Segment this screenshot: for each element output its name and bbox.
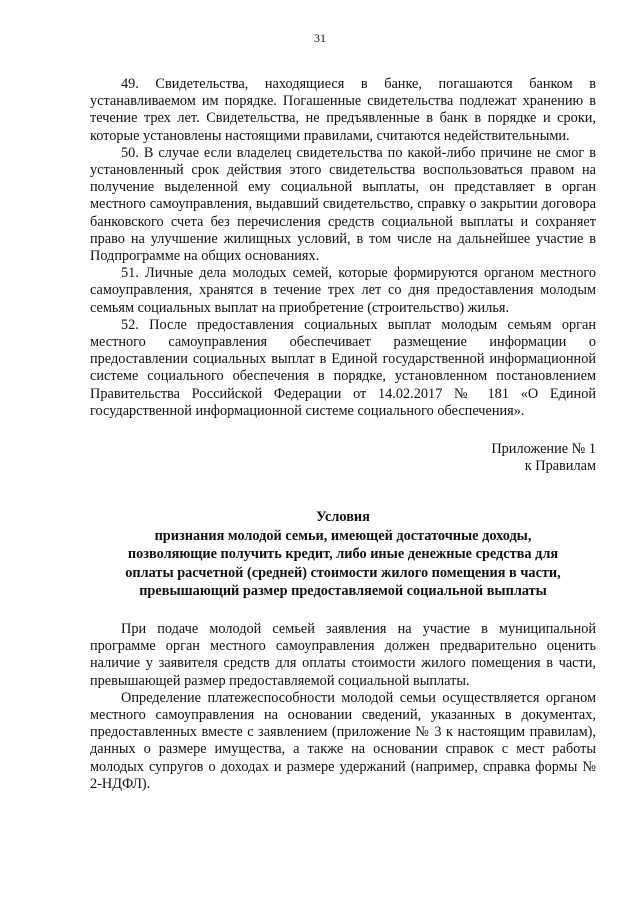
paragraph-51: 51. Личные дела молодых семей, которые формируются органом местного самоуправления, хранятся в течение трех лет со дня предоставления молодым семьям социальных выплат на приобретение (строительство) жилья. [90,265,596,316]
conditions-body [90,621,596,793]
body-paragraph-2: Определение платежеспособности молодой семьи осуществляется органом местного самоуправления на основании сведений, указанных в документах, предоставленных вместе с заявлением (приложение № 3 к настоящим правилам), данных о размере имущества, а также на основании справок с мест работы молодых супругов о доходах и размере удержаний (например, справка формы № 2-НДФЛ). [90,689,596,792]
appendix-reference [90,441,596,475]
appendix-line-1: Приложение № 1 [491,441,596,458]
conditions-title-line: признания молодой семьи, имеющей достаточные доходы, [154,527,532,544]
page-number: 31 [314,31,326,45]
conditions-heading: Условия [316,509,370,526]
paragraph-49: 49. Свидетельства, находящиеся в банке, погашаются банком в устанавливаемом им порядке. Погашенные свидетельства подлежат хранению в течение трех лет. Свидетельства, не предъявленные в банк в порядке и сроки, которые установлены настоящими правилами, считаются недействительными. [90,76,596,144]
body-paragraph-1: При подаче молодой семьей заявления на участие в муниципальной программе орган местного самоуправления должен предварительно оценить наличие у заявителя средств для оплаты стоимости жилого помещения в части, превышающей размер предоставляемой социальной выплаты. [90,621,596,689]
conditions-title-line: превышающий размер предоставляемой социальной выплаты [139,583,547,600]
paragraph-50: 50. В случае если владелец свидетельства по какой-либо причине не смог в установленный срок действия этого свидетельства воспользоваться правом на получение выделенной ему социальной выплаты, он представляет в орган местного самоуправления, выдавший свидетельство, справку о закрытии договора банковского счета без перечисления средств социальной выплаты и сохраняет право на улучшение жилищных условий, в том числе на дальнейшее участие в Подпрограмме на общих основаниях. [90,144,596,265]
conditions-title-line: оплаты расчетной (средней) стоимости жилого помещения в части, [125,564,561,581]
conditions-title-line: позволяющие получить кредит, либо иные денежные средства для [127,546,559,563]
appendix-line-2: к Правилам [524,458,596,475]
document-body [90,76,596,793]
paragraph-52: 52. После предоставления социальных выплат молодым семьям орган местного самоуправления обеспечивает размещение информации о предоставлении социальных выплат в Единой государственной информационной системе социального обеспечения в порядке, установленном постановлением Правительства Российской Федерации от 14.02.2017 № 181 «О Единой государственной информационной системе социального обеспечения». [90,316,596,419]
conditions-title [90,508,596,601]
